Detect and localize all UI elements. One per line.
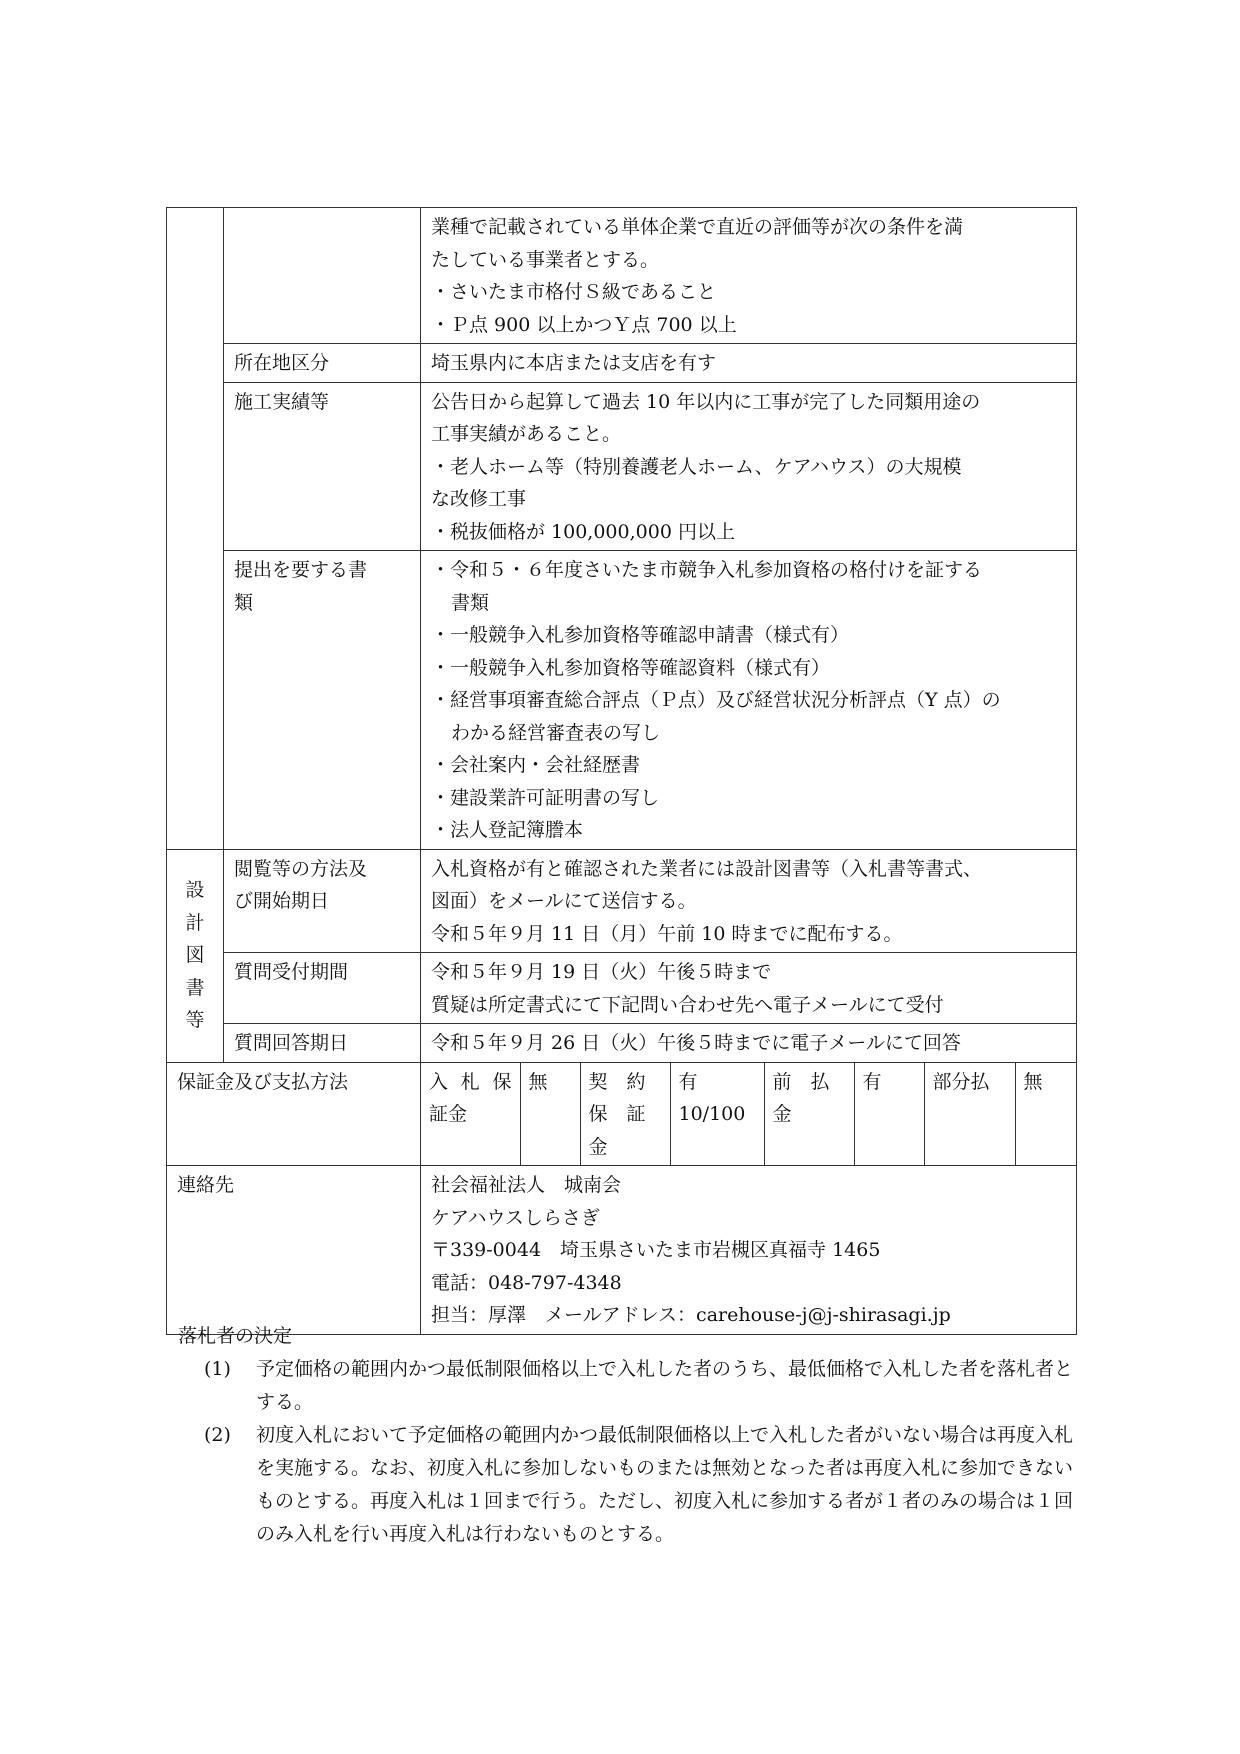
guarantee-label: 保証金及び支払方法	[167, 1062, 421, 1166]
guarantee-value	[421, 1062, 1077, 1166]
bid-deposit-value: 無	[520, 1063, 580, 1166]
questions-line: 質疑は所定書式にて下記問い合わせ先へ電子メールにて受付	[431, 993, 944, 1016]
award-item	[204, 1419, 1078, 1551]
documents-item-cont: わかる経営審査表の写し	[451, 721, 661, 744]
documents-item: ・会社案内・会社経歴書	[431, 754, 641, 776]
questions-line: 令和５年９月 19 日（火）午後５時まで	[431, 961, 772, 983]
bid-deposit-label-line: 証金	[429, 1103, 468, 1125]
partial-payment-value: 無	[1023, 1070, 1043, 1093]
contact-line: ケアハウスしらさぎ	[431, 1206, 600, 1229]
qualification-line: ・さいたま市格付Ｓ級であること	[431, 281, 717, 303]
record-line: 公告日から起算して過去 10 年以内に工事が完了した同類用途の	[431, 390, 981, 413]
qualification-line: たしている事業者とする。	[431, 248, 660, 271]
documents-label	[224, 551, 421, 850]
award-item-number: (2)	[204, 1424, 231, 1446]
documents-item: ・一般競争入札参加資格等確認申請書（様式有）	[431, 624, 850, 646]
documents-item: ・経営事項審査総合評点（Ｐ点）及び経営状況分析評点（Y 点）の	[431, 689, 1001, 711]
award-item-text: 初度入札において予定価格の範囲内かつ最低制限価格以上で入札した者がいない場合は再度入札を実施する。なお、初度入札に参加しないものまたは無効となった者は再度入札に参加できないものとする。再度入札は１回まで行う。ただし、初度入札に参加する者が１者のみの場合は１回のみ入札を行い再度入札は行わないものとする。	[256, 1424, 1074, 1545]
contract-deposit-label-line: 保 証	[588, 1103, 646, 1125]
advance-payment-value: 有	[854, 1063, 924, 1166]
qualification-line: ・Ｐ点 900 以上かつＹ点 700 以上	[431, 313, 737, 336]
award-item-number: (1)	[204, 1358, 231, 1380]
partial-payment-label: 部分払	[924, 1063, 1015, 1166]
guarantee-row	[167, 1062, 1077, 1166]
contract-deposit-label	[580, 1063, 670, 1166]
viewing-value	[421, 849, 1077, 953]
answers-row	[167, 1024, 1077, 1063]
documents-row	[167, 551, 1077, 850]
viewing-label-line: び開始期日	[234, 890, 330, 912]
design-category-cell	[167, 849, 224, 1062]
qualification-label-cell	[224, 208, 421, 344]
documents-item: ・令和５・６年度さいたま市競争入札参加資格の格付けを証する	[431, 559, 983, 581]
questions-row	[167, 953, 1077, 1024]
documents-item: ・法人登記簿謄本	[431, 819, 584, 841]
contract-deposit-label-line: 契 約	[588, 1070, 646, 1093]
guarantee-subtable	[421, 1063, 1077, 1166]
contact-line: 〒339-0044 埼玉県さいたま市岩槻区真福寺 1465	[431, 1239, 881, 1261]
location-value: 埼玉県内に本店または支店を有す	[421, 344, 1077, 383]
design-category-char: 書	[185, 976, 205, 999]
documents-item-cont: 書類	[451, 591, 490, 614]
viewing-label-line: 閲覧等の方法及	[234, 857, 368, 880]
contract-deposit-label-line: 金	[588, 1135, 608, 1158]
record-line: ・税抜価格が 100,000,000 円以上	[431, 520, 735, 543]
record-line: な改修工事	[431, 488, 527, 510]
contact-row	[167, 1166, 1077, 1335]
qualification-value-cell	[421, 208, 1077, 344]
contact-value	[421, 1166, 1077, 1335]
contact-label: 連絡先	[167, 1166, 421, 1335]
contract-deposit-value-line: 有	[678, 1070, 698, 1093]
viewing-line: 令和５年９月 11 日（月）午前 10 時までに配布する。	[431, 922, 903, 945]
contract-deposit-value	[670, 1063, 764, 1166]
contact-line: 社会福祉法人 城南会	[431, 1174, 622, 1196]
advance-payment-label-line: 前 払	[772, 1070, 830, 1093]
design-category-char: 等	[185, 1009, 205, 1032]
award-item	[204, 1353, 1078, 1419]
documents-item: ・建設業許可証明書の写し	[431, 786, 660, 809]
documents-item: ・一般競争入札参加資格等確認資料（様式有）	[431, 656, 831, 679]
answers-value: 令和５年９月 26 日（火）午後５時までに電子メールにて回答	[421, 1024, 1077, 1063]
viewing-label	[224, 849, 421, 953]
award-item-text: 予定価格の範囲内かつ最低制限価格以上で入札した者のうち、最低価格で入札した者を落札者とする。	[256, 1358, 1074, 1413]
design-category-char: 計	[185, 911, 205, 934]
documents-label-line: 類	[234, 591, 254, 614]
viewing-row	[167, 849, 1077, 953]
record-row	[167, 382, 1077, 551]
advance-payment-label	[764, 1063, 854, 1166]
documents-label-line: 提出を要する書	[234, 559, 368, 581]
location-row	[167, 344, 1077, 383]
contact-line: 電話：048-797-4348	[431, 1271, 622, 1294]
advance-payment-label-line: 金	[772, 1103, 792, 1125]
questions-label: 質問受付期間	[224, 953, 421, 1024]
bid-deposit-label	[421, 1063, 520, 1166]
category-cell-qualification	[167, 208, 224, 850]
record-line: ・老人ホーム等（特別養護老人ホーム、ケアハウス）の大規模	[431, 455, 962, 478]
viewing-line: 入札資格が有と確認された業者には設計図書等（入札書等書式、	[431, 857, 983, 880]
tender-conditions-table	[166, 207, 1077, 1335]
design-category-char: 図	[185, 944, 205, 967]
qualification-continued-row	[167, 208, 1077, 344]
questions-value	[421, 953, 1077, 1024]
contact-line: 担当：厚澤 メールアドレス：carehouse-j@j-shirasagi.jp	[431, 1304, 951, 1326]
award-section	[178, 1320, 1078, 1551]
qualification-line: 業種で記載されている単体企業で直近の評価等が次の条件を満	[431, 216, 964, 238]
record-label: 施工実績等	[224, 382, 421, 551]
record-value	[421, 382, 1077, 551]
documents-value	[421, 551, 1077, 850]
viewing-line: 図面）をメールにて送信する。	[431, 890, 697, 912]
bid-deposit-label-line: 入札保	[429, 1070, 512, 1093]
location-label: 所在地区分	[224, 344, 421, 383]
award-heading: 落札者の決定	[178, 1325, 293, 1347]
answers-label: 質問回答期日	[224, 1024, 421, 1063]
design-category-char: 設	[185, 879, 205, 902]
record-line: 工事実績があること。	[431, 423, 622, 445]
contract-deposit-value-line: 10/100	[678, 1103, 746, 1125]
